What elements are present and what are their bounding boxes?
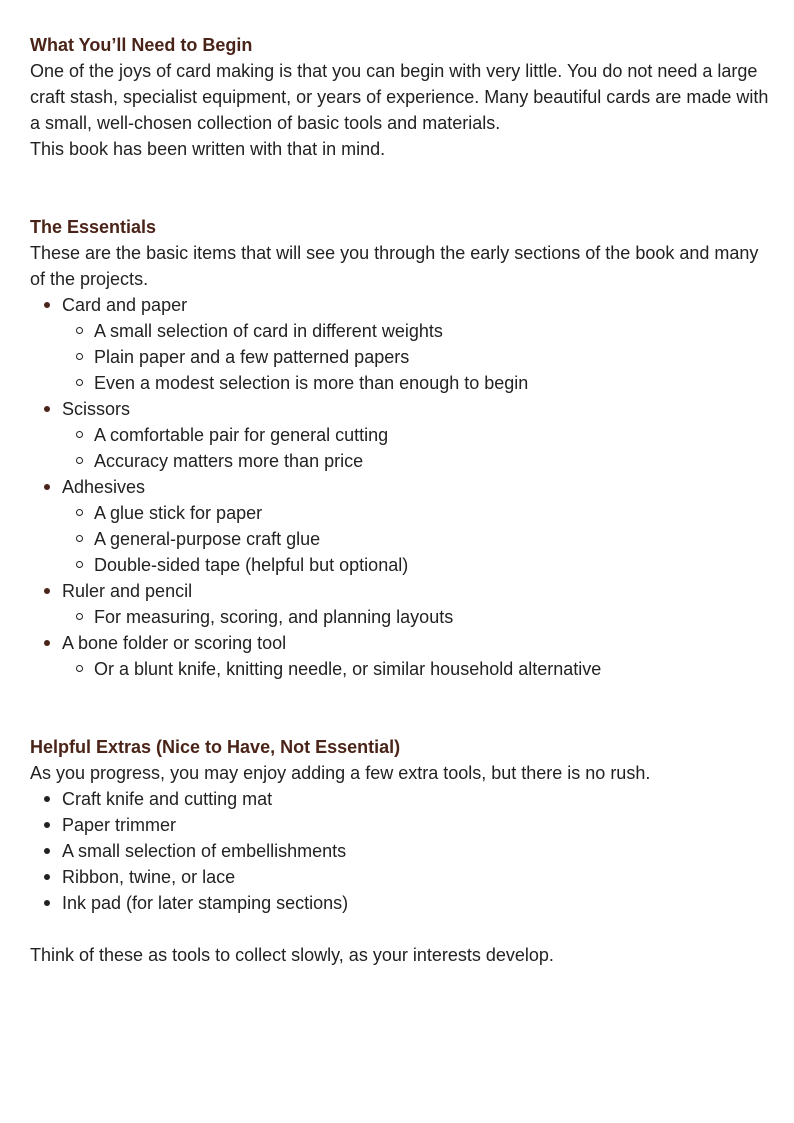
sub-list-item (62, 370, 770, 396)
list-item (30, 578, 770, 630)
circle-bullet-icon (76, 561, 83, 568)
bullet-icon (44, 822, 50, 828)
list-item-label: Paper trimmer (62, 815, 177, 835)
list-item-label: Ruler and pencil (62, 581, 193, 601)
bullet-icon (44, 588, 50, 594)
list-item-label: Craft knife and cutting mat (62, 789, 273, 809)
circle-bullet-icon (76, 431, 83, 438)
sub-list-item (62, 448, 770, 474)
bullet-icon (44, 484, 50, 490)
list-item (30, 474, 770, 578)
list-item (30, 396, 770, 474)
list-item-label: Ribbon, twine, or lace (62, 867, 236, 887)
sub-list-item-label: A glue stick for paper (94, 503, 263, 523)
extras-list (30, 786, 770, 916)
bullet-icon (44, 796, 50, 802)
sub-list-item (62, 500, 770, 526)
extras-intro: As you progress, you may enjoy adding a few extra tools, but there is no rush. (30, 763, 651, 783)
section-heading-begin: What You’ll Need to Begin (30, 35, 253, 55)
list-item (30, 630, 770, 682)
sub-list-item-label: For measuring, scoring, and planning layouts (94, 607, 454, 627)
circle-bullet-icon (76, 353, 83, 360)
sub-list-item (62, 526, 770, 552)
bullet-icon (44, 640, 50, 646)
sub-list-item (62, 422, 770, 448)
list-item-label: Ink pad (for later stamping sections) (62, 893, 349, 913)
sub-list-item (62, 344, 770, 370)
bullet-icon (44, 848, 50, 854)
spacer (30, 916, 770, 942)
sub-list (62, 422, 770, 474)
list-item-label: Card and paper (62, 295, 188, 315)
sub-list-item (62, 318, 770, 344)
circle-bullet-icon (76, 665, 83, 672)
bullet-icon (44, 406, 50, 412)
list-item (30, 890, 770, 916)
sub-list-item (62, 656, 770, 682)
sub-list-item-label: Double-sided tape (helpful but optional) (94, 555, 409, 575)
section-heading-essentials: The Essentials (30, 217, 157, 237)
sub-list (62, 604, 770, 630)
sub-list-item (62, 604, 770, 630)
circle-bullet-icon (76, 327, 83, 334)
list-item-label: A bone folder or scoring tool (62, 633, 287, 653)
circle-bullet-icon (76, 509, 83, 516)
list-item-label: Scissors (62, 399, 131, 419)
list-item (30, 786, 770, 812)
sub-list (62, 500, 770, 578)
sub-list-item-label: Plain paper and a few patterned papers (94, 347, 410, 367)
list-item (30, 838, 770, 864)
document-page (30, 32, 770, 968)
sub-list-item-label: Even a modest selection is more than enough to begin (94, 373, 529, 393)
essentials-list (30, 292, 770, 682)
sub-list-item-label: Or a blunt knife, knitting needle, or similar household alternative (94, 659, 602, 679)
sub-list-item-label: A general-purpose craft glue (94, 529, 321, 549)
sub-list (62, 656, 770, 682)
sub-list-item-label: A comfortable pair for general cutting (94, 425, 389, 445)
bullet-icon (44, 874, 50, 880)
bullet-icon (44, 900, 50, 906)
intro-paragraph: One of the joys of card making is that you can begin with very little. You do not need a large craft stash, specialist equipment, or years of experience. Many beautiful cards are made with a small, well-chosen collection of basic tools and materials. (30, 61, 769, 133)
list-item-label: Adhesives (62, 477, 146, 497)
list-item (30, 812, 770, 838)
list-item-label: A small selection of embellishments (62, 841, 347, 861)
list-item (30, 864, 770, 890)
intro-paragraph-2: This book has been written with that in mind. (30, 139, 386, 159)
spacer (30, 682, 770, 734)
circle-bullet-icon (76, 535, 83, 542)
spacer (30, 162, 770, 214)
sub-list (62, 318, 770, 396)
list-item (30, 292, 770, 396)
bullet-icon (44, 302, 50, 308)
sub-list-item (62, 552, 770, 578)
closing-paragraph: Think of these as tools to collect slowly, as your interests develop. (30, 945, 554, 965)
section-heading-extras: Helpful Extras (Nice to Have, Not Essential) (30, 737, 401, 757)
sub-list-item-label: A small selection of card in different weights (94, 321, 443, 341)
circle-bullet-icon (76, 457, 83, 464)
sub-list-item-label: Accuracy matters more than price (94, 451, 364, 471)
circle-bullet-icon (76, 379, 83, 386)
essentials-intro: These are the basic items that will see you through the early sections of the book and many of the projects. (30, 243, 759, 289)
circle-bullet-icon (76, 613, 83, 620)
